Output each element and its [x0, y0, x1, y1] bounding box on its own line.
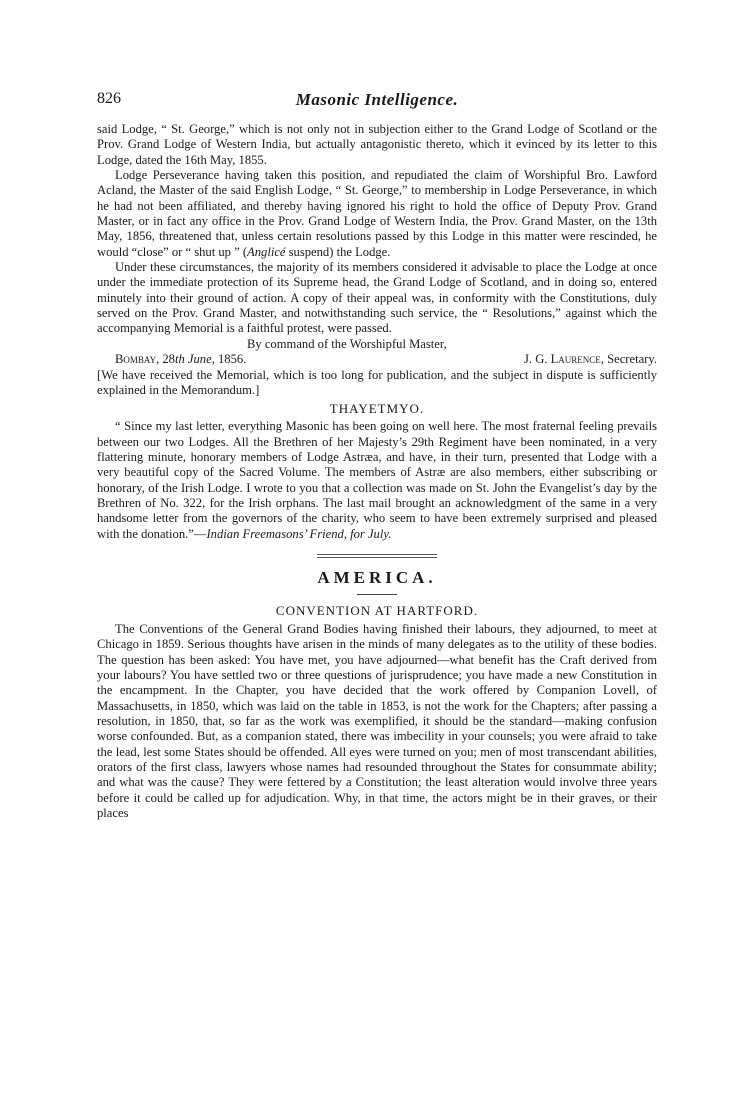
signature-date-italic: th June — [174, 352, 212, 367]
article-body — [97, 122, 657, 821]
memorial-paragraph-2-italic: Anglicé — [247, 244, 286, 259]
hartford-paragraph: The Conventions of the General Grand Bodies having finished their labours, they adjourned, to meet at Chicago in 1859. Serious thoughts have arisen in the minds of many delegates as to the utility of these bodies. The question has been asked: You have met, you have adjourned—what benefit has the Craft derived from your labours? You have settled two or three questions of jurisprudence; you have made a new Constitution in the encampment. In the Chapter, you have decided that the work offered by Companion Lovell, of Massachusetts, in 1850, which was laid on the table in 1853, is not the work for the Chapters; after passing a resolution, in 1850, that, so far as the work was exemplified, it should be the standard—making confusion worse confounded. But, as a companion stated, there was imbecility in your counsels; you were afraid to take the lead, lest some States should be offended. All eyes were turned on you; men of most transcendant abilities, orators of the first class, lawyers whose names had resounded throughout the States for consummate ability; and what was the cause? They were fettered by a Constitution; the least alteration would involve three years before it could be called up for adjudication. Why, in that time, the actors might be in their graves, or their places — [97, 621, 657, 821]
thayetmyo-body: “ Since my last letter, everything Masonic has been going on well here. The most fraternal feeling prevails between our two Lodges. All the Brethren of her Majesty’s 29th Regiment have been nominated, in a very flattering minute, honorary members of Lodge Astræa, and have, in their turn, presented that Lodge with a very beautiful copy of the Sacred Volume. The members of Astræ are also members, either subscribing or honorary, of the Irish Lodge. I wrote to you that a collection was made on St. John the Evangelist’s day by the Brethren of No. 322, for the Irish orphans. The last mail brought an acknowledgment of the same in a very handsome letter from the governors of the charity, who seem to have been extremely surprised and pleased with the donation.”— — [97, 419, 657, 541]
signature-place-date — [115, 352, 246, 367]
running-title: Masonic Intelligence. — [295, 90, 459, 109]
heading-rule — [357, 594, 397, 595]
memorial-paragraph-3: Under these circumstances, the majority of its members considered it advisable to place the Lodge at once under the immediate protection of its Supreme head, the Grand Lodge of Scotland, and in doing so, entered minutely into their ground of action. A copy of their appeal was, in conformity with the Constitutions, duly served on the Prov. Grand Master, and notwithstanding such service, the “ Resolutions,” against which the accompanying Memorial is a faithful protest, were passed. — [97, 260, 657, 336]
signature-place-and-name — [97, 352, 657, 367]
signature-role: , Secretary. — [600, 352, 657, 367]
signature-date-pre: , 28 — [156, 352, 175, 367]
memorial-paragraph-2-text-b: suspend) the Lodge. — [285, 244, 391, 259]
page-number: 826 — [97, 90, 121, 107]
signature-name: J. G. Laurence — [524, 352, 601, 367]
thayetmyo-title: THAYETMYO. — [329, 401, 425, 417]
thayetmyo-paragraph — [97, 419, 657, 542]
editor-note: [We have received the Memorial, which is too long for publication, and the subject in dispute is sufficiently explained in the Memorandum.] — [97, 367, 657, 397]
signature-command: By command of the Worshipful Master, — [247, 336, 447, 351]
thayetmyo-source: Indian Freemasons’ Friend, for July. — [206, 526, 392, 541]
signature-date-post: , 1856. — [211, 352, 247, 367]
page-header — [97, 90, 657, 112]
signature-block — [97, 337, 657, 368]
signature-place: Bombay — [115, 352, 157, 367]
section-divider — [317, 554, 437, 558]
hartford-subheading: CONVENTION AT HARTFORD. — [275, 602, 479, 618]
america-heading: AMERICA. — [317, 567, 437, 587]
memorial-paragraph-2-text-a: Lodge Perseverance having taken this position, and repudiated the claim of Worshipful Bro. Lawford Acland, the Master of the said English Lodge, “ St. George,” to membership in Lodge Perseverance, in which he had not been affiliated, and thereby having ignored his right to hold the office of Deputy Prov. Grand Master, or in fact any office in the Prov. Grand Lodge of Western India, the Prov. Grand Master, on the 13th May, 1856, threatened that, unless certain resolutions passed by this Lodge in this matter were rescinded, he would “close” or “ shut up ” ( — [97, 168, 657, 259]
memorial-paragraph-1: said Lodge, “ St. George,” which is not only not in subjection either to the Grand Lodge of Scotland or the Prov. Grand Lodge of Western India, but actually antagonistic thereto, which it evinced by its letter to this Lodge, dated the 16th May, 1855. — [97, 122, 657, 167]
signature-secretary — [524, 352, 657, 367]
memorial-paragraph-2 — [97, 168, 657, 260]
